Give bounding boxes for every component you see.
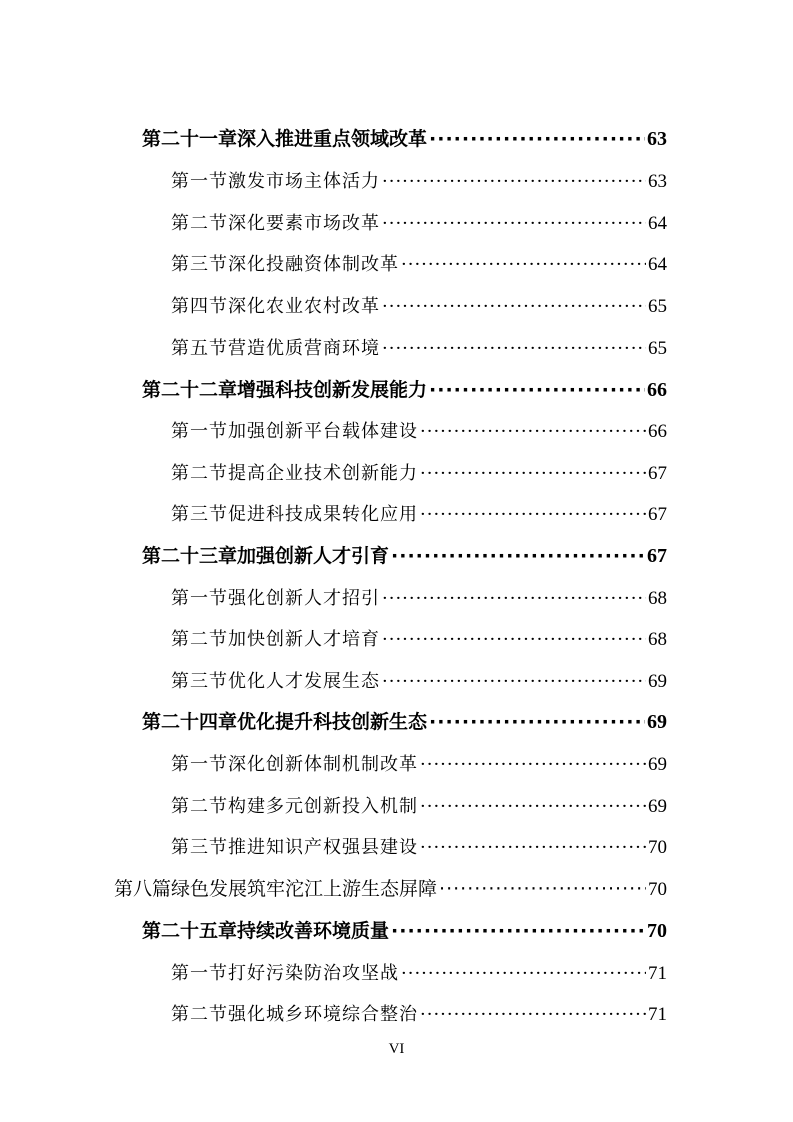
entry-label: 第二节 [171, 213, 228, 234]
entry-page-number: 65 [648, 296, 667, 317]
leader-dots [401, 963, 646, 984]
entry-title: 优化提升科技创新生态 [237, 711, 428, 733]
toc-section-entry[interactable] [171, 209, 667, 235]
entry-title: 推进知识产权强县建设 [228, 837, 418, 858]
entry-title: 持续改善环境质量 [237, 920, 390, 942]
entry-title: 深化投融资体制改革 [228, 254, 399, 275]
entry-label: 第二节 [171, 796, 228, 817]
leader-dots [382, 588, 646, 609]
leader-dots [429, 711, 645, 733]
entry-label: 第三节 [171, 504, 228, 525]
entry-title: 促进科技成果转化应用 [228, 504, 418, 525]
entry-subtitle: 绿色发展 [171, 878, 248, 900]
entry-page-number: 66 [647, 379, 667, 401]
leader-dots [420, 421, 646, 442]
entry-page-number: 65 [648, 338, 667, 359]
entry-title: 打好污染防治攻坚战 [228, 963, 399, 984]
entry-page-number: 70 [648, 837, 667, 858]
entry-label: 第二十三章 [142, 545, 238, 567]
leader-dots [382, 338, 646, 359]
entry-page-number: 71 [648, 963, 667, 984]
entry-label: 第二节 [171, 629, 228, 650]
entry-page-number: 69 [647, 711, 667, 733]
entry-label: 第一节 [171, 171, 228, 192]
entry-title: 优化人才发展生态 [228, 671, 380, 692]
entry-title: 营造优质营商环境 [228, 338, 380, 359]
entry-title: 构建多元创新投入机制 [228, 796, 418, 817]
leader-dots [391, 545, 645, 567]
entry-title: 增强科技创新发展能力 [237, 379, 428, 401]
leader-dots [420, 463, 646, 484]
entry-label: 第一节 [171, 963, 228, 984]
entry-label: 第二十四章 [142, 711, 238, 733]
entry-title: 加快创新人才培育 [228, 629, 380, 650]
leader-dots [420, 796, 646, 817]
entry-title: 强化城乡环境综合整治 [228, 1004, 418, 1025]
leader-dots [382, 213, 646, 234]
toc-section-entry[interactable] [171, 1000, 667, 1026]
entry-page-number: 63 [648, 171, 667, 192]
toc-part-entry[interactable] [114, 874, 667, 901]
leader-dots [429, 379, 645, 401]
entry-label: 第四节 [171, 296, 228, 317]
leader-dots [382, 629, 646, 650]
entry-label: 第三节 [171, 837, 228, 858]
entry-page-number: 63 [647, 128, 667, 150]
entry-title: 深化要素市场改革 [228, 213, 380, 234]
entry-page-number: 69 [648, 671, 667, 692]
toc-section-entry[interactable] [171, 667, 667, 693]
entry-page-number: 67 [648, 463, 667, 484]
entry-label: 第二十二章 [142, 379, 238, 401]
leader-dots [401, 254, 646, 275]
entry-title: 强化创新人才招引 [228, 588, 380, 609]
entry-page-number: 68 [648, 588, 667, 609]
entry-page-number: 66 [648, 421, 667, 442]
leader-dots [391, 920, 645, 942]
entry-label: 第一节 [171, 421, 228, 442]
entry-page-number: 69 [648, 754, 667, 775]
toc-section-entry[interactable] [171, 584, 667, 610]
leader-dots [420, 754, 646, 775]
entry-label: 第五节 [171, 338, 228, 359]
toc-chapter-entry[interactable] [142, 541, 667, 568]
toc-section-entry[interactable] [171, 625, 667, 651]
entry-title: 深化农业农村改革 [228, 296, 380, 317]
toc-chapter-entry[interactable] [142, 375, 667, 402]
entry-page-number: 64 [648, 213, 667, 234]
leader-dots [420, 837, 646, 858]
entry-title: 筑牢沱江上游生态屏障 [247, 878, 438, 900]
toc-section-entry[interactable] [171, 959, 667, 985]
toc-section-entry[interactable] [171, 750, 667, 776]
entry-label: 第三节 [171, 254, 228, 275]
entry-page-number: 70 [647, 920, 667, 942]
entry-page-number: 68 [648, 629, 667, 650]
entry-page-number: 71 [648, 1004, 667, 1025]
entry-page-number: 70 [648, 879, 667, 900]
leader-dots [382, 171, 646, 192]
entry-label: 第二十一章 [142, 128, 238, 150]
page-footer-number: VI [388, 1041, 405, 1057]
toc-section-entry[interactable] [171, 417, 667, 443]
leader-dots [420, 504, 646, 525]
toc-chapter-entry[interactable] [142, 124, 667, 151]
toc-section-entry[interactable] [171, 167, 667, 193]
toc-section-entry[interactable] [171, 250, 667, 276]
entry-label: 第二节 [171, 1004, 228, 1025]
toc-chapter-entry[interactable] [142, 916, 667, 943]
entry-label: 第一节 [171, 588, 228, 609]
leader-dots [429, 128, 645, 150]
toc-section-entry[interactable] [171, 500, 667, 526]
entry-title: 提高企业技术创新能力 [228, 463, 418, 484]
entry-label: 第二节 [171, 463, 228, 484]
entry-page-number: 67 [648, 504, 667, 525]
entry-title: 加强创新平台载体建设 [228, 421, 418, 442]
leader-dots [382, 296, 646, 317]
entry-title: 激发市场主体活力 [228, 171, 380, 192]
toc-section-entry[interactable] [171, 792, 667, 818]
entry-label: 第八篇 [114, 878, 172, 900]
entry-page-number: 67 [647, 545, 667, 567]
entry-label: 第一节 [171, 754, 228, 775]
entry-title: 加强创新人才引育 [237, 545, 390, 567]
entry-page-number: 69 [648, 796, 667, 817]
toc-chapter-entry[interactable] [142, 707, 667, 734]
entry-label: 第三节 [171, 671, 228, 692]
toc-section-entry[interactable] [171, 833, 667, 859]
entry-title: 深入推进重点领域改革 [237, 128, 428, 150]
leader-dots [420, 1004, 646, 1025]
entry-title: 深化创新体制机制改革 [228, 754, 418, 775]
toc-section-entry[interactable] [171, 459, 667, 485]
entry-page-number: 64 [648, 254, 667, 275]
leader-dots [439, 878, 646, 900]
entry-label: 第二十五章 [142, 920, 238, 942]
leader-dots [382, 671, 646, 692]
toc-section-entry[interactable] [171, 292, 667, 318]
toc-section-entry[interactable] [171, 334, 667, 360]
